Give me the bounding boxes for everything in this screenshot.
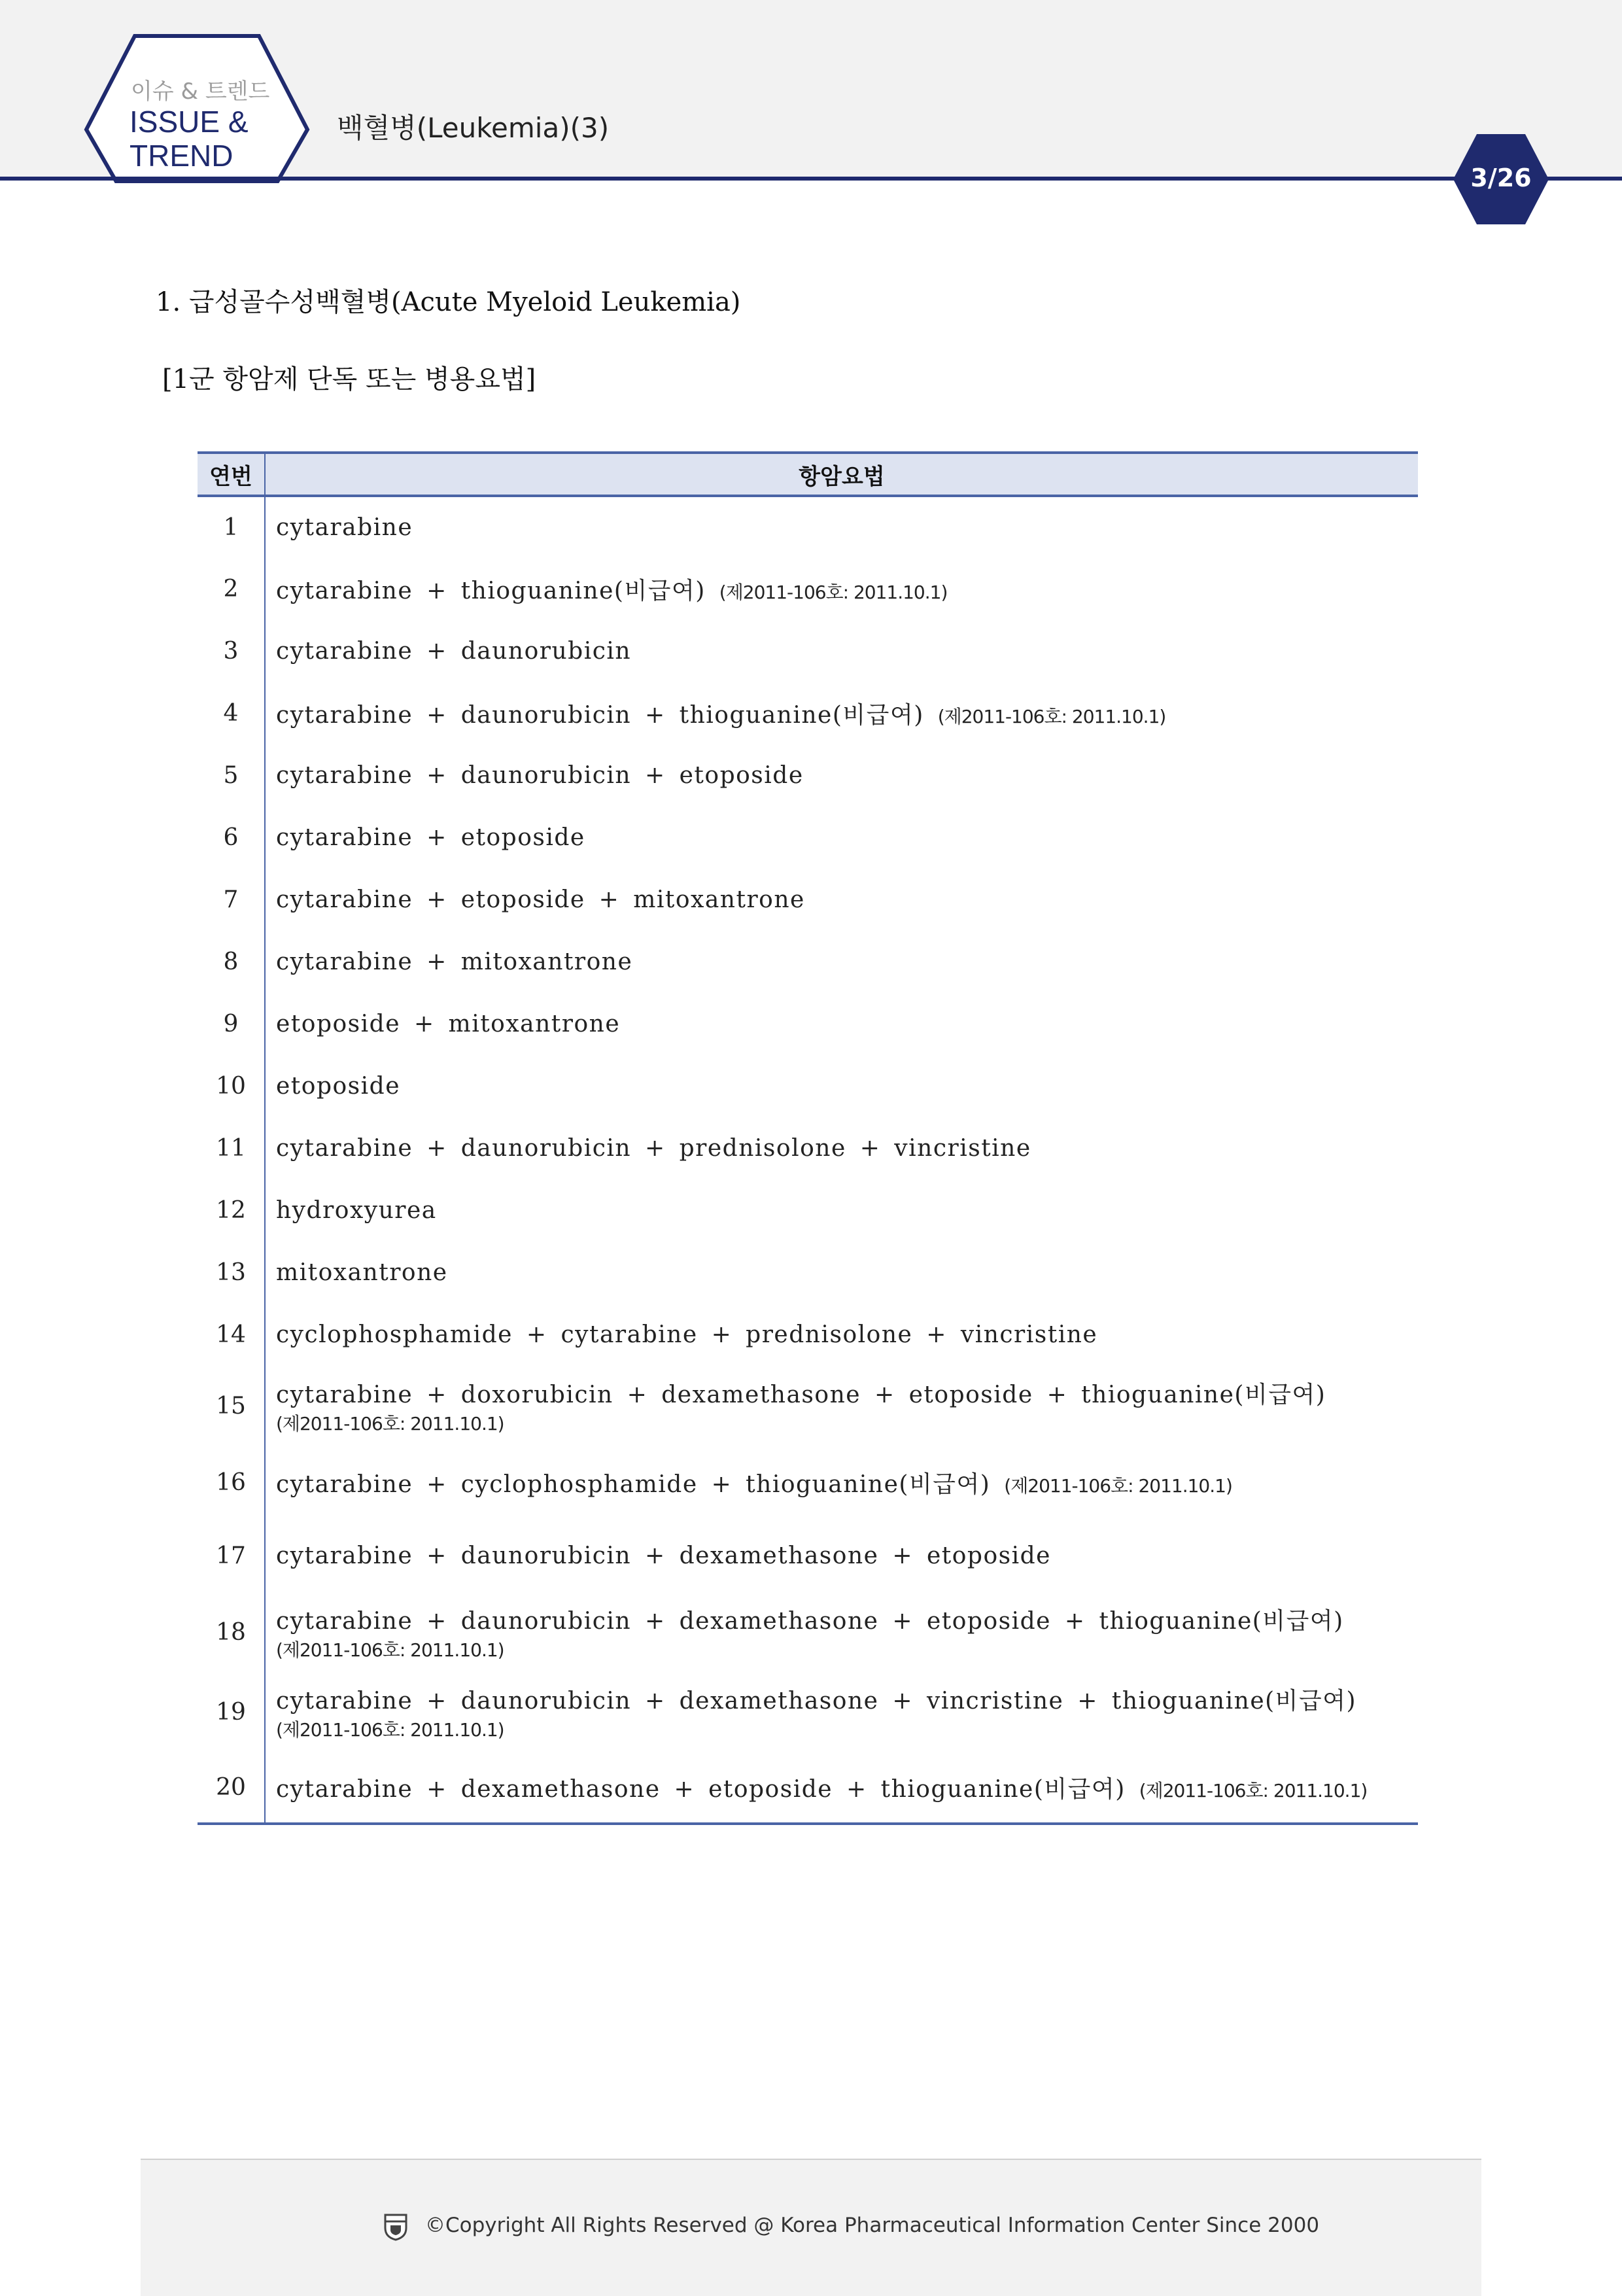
row-number: 13 bbox=[198, 1242, 265, 1304]
row-regimen bbox=[265, 1117, 1418, 1179]
row-regimen bbox=[265, 869, 1418, 931]
regimen-text: cytarabine + daunorubicin + dexamethasone + etoposide + thioguanine(비급여) bbox=[276, 1607, 1344, 1635]
page-number: 3/26 bbox=[1470, 164, 1532, 192]
logo-line-2: TREND bbox=[129, 139, 233, 173]
regimen-text: hydroxyurea bbox=[276, 1197, 437, 1224]
row-number: 16 bbox=[198, 1446, 265, 1519]
row-regimen bbox=[265, 1519, 1418, 1592]
regimen-text: cytarabine + daunorubicin + prednisolone + vincristine bbox=[276, 1135, 1031, 1162]
row-regimen bbox=[265, 620, 1418, 682]
regimen-table-body bbox=[198, 496, 1418, 1824]
row-number: 5 bbox=[198, 744, 265, 807]
table-row bbox=[198, 1179, 1418, 1242]
regimen-text: cytarabine + dexamethasone + etoposide + thioguanine(비급여) bbox=[276, 1775, 1126, 1803]
row-number: 8 bbox=[198, 931, 265, 993]
table-row bbox=[198, 931, 1418, 993]
table-row bbox=[198, 1366, 1418, 1446]
regimen-text: mitoxantrone bbox=[276, 1259, 448, 1286]
row-regimen bbox=[265, 931, 1418, 993]
header-divider bbox=[0, 177, 1622, 181]
row-number: 10 bbox=[198, 1055, 265, 1117]
table-row bbox=[198, 558, 1418, 620]
regimen-text: cytarabine + etoposide bbox=[276, 824, 585, 851]
row-regimen bbox=[265, 682, 1418, 744]
regimen-note: (제2011-106호: 2011.10.1) bbox=[276, 1412, 504, 1435]
row-number: 1 bbox=[198, 496, 265, 558]
table-row bbox=[198, 744, 1418, 807]
regimen-text: cytarabine + daunorubicin + dexamethasone + etoposide bbox=[276, 1542, 1051, 1569]
table-row bbox=[198, 496, 1418, 558]
logo-korean-label: 이슈 & 트렌드 bbox=[131, 78, 270, 105]
document-title: 백혈병(Leukemia)(3) bbox=[337, 112, 610, 144]
table-row bbox=[198, 993, 1418, 1055]
row-number: 18 bbox=[198, 1592, 265, 1672]
table-header-row bbox=[198, 453, 1418, 496]
regimen-text: cytarabine + daunorubicin + thioguanine(비급여) bbox=[276, 702, 924, 729]
row-number: 2 bbox=[198, 558, 265, 620]
section-subtitle: [1군 항암제 단독 또는 병용요법] bbox=[162, 364, 536, 394]
row-regimen bbox=[265, 1446, 1418, 1519]
regimen-text: cytarabine bbox=[276, 514, 413, 541]
regimen-text: cyclophosphamide + cytarabine + prednisolone + vincristine bbox=[276, 1321, 1098, 1348]
row-regimen bbox=[265, 496, 1418, 558]
table-row bbox=[198, 1304, 1418, 1366]
table-row bbox=[198, 620, 1418, 682]
row-number: 4 bbox=[198, 682, 265, 744]
regimen-text: cytarabine + daunorubicin bbox=[276, 638, 632, 665]
row-number: 12 bbox=[198, 1179, 265, 1242]
regimen-text: cytarabine + thioguanine(비급여) bbox=[276, 578, 706, 604]
regimen-note: (제2011-106호: 2011.10.1) bbox=[719, 582, 948, 603]
regimen-text: cytarabine + mitoxantrone bbox=[276, 948, 633, 975]
regimen-note: (제2011-106호: 2011.10.1) bbox=[276, 1639, 504, 1661]
table-row bbox=[198, 1519, 1418, 1592]
table-row bbox=[198, 1672, 1418, 1752]
row-regimen bbox=[265, 558, 1418, 620]
row-number: 9 bbox=[198, 993, 265, 1055]
table-row bbox=[198, 1242, 1418, 1304]
regimen-text: cytarabine + daunorubicin + dexamethasone + vincristine + thioguanine(비급여) bbox=[276, 1687, 1357, 1714]
row-regimen bbox=[265, 1304, 1418, 1366]
row-number: 15 bbox=[198, 1366, 265, 1446]
row-number: 7 bbox=[198, 869, 265, 931]
row-regimen bbox=[265, 1752, 1418, 1824]
row-regimen bbox=[265, 1179, 1418, 1242]
header-regimen: 항암요법 bbox=[265, 453, 1418, 496]
table-row bbox=[198, 869, 1418, 931]
row-regimen bbox=[265, 744, 1418, 807]
regimen-note: (제2011-106호: 2011.10.1) bbox=[937, 706, 1166, 727]
table-row bbox=[198, 1752, 1418, 1824]
row-number: 20 bbox=[198, 1752, 265, 1824]
row-regimen bbox=[265, 1592, 1418, 1672]
regimen-note: (제2011-106호: 2011.10.1) bbox=[1004, 1474, 1232, 1497]
table-row bbox=[198, 1055, 1418, 1117]
regimen-text: cytarabine + doxorubicin + dexamethasone + etoposide + thioguanine(비급여) bbox=[276, 1381, 1326, 1408]
row-regimen bbox=[265, 1366, 1418, 1446]
regimen-text: cytarabine + cyclophosphamide + thioguanine(비급여) bbox=[276, 1470, 991, 1498]
row-regimen bbox=[265, 807, 1418, 869]
row-number: 3 bbox=[198, 620, 265, 682]
row-regimen bbox=[265, 993, 1418, 1055]
regimen-note: (제2011-106호: 2011.10.1) bbox=[1139, 1779, 1368, 1801]
row-number: 11 bbox=[198, 1117, 265, 1179]
regimen-text: etoposide + mitoxantrone bbox=[276, 1011, 621, 1037]
table-row bbox=[198, 1117, 1418, 1179]
copyright-text: ©Copyright All Rights Reserved @ Korea Pharmaceutical Information Center Since 2000 bbox=[425, 2214, 1320, 2237]
table-row bbox=[198, 807, 1418, 869]
table-row bbox=[198, 1446, 1418, 1519]
row-number: 19 bbox=[198, 1672, 265, 1752]
logo-line-1: ISSUE & bbox=[129, 105, 249, 139]
regimen-text: cytarabine + daunorubicin + etoposide bbox=[276, 762, 804, 789]
regimen-table bbox=[198, 451, 1418, 1825]
regimen-text: cytarabine + etoposide + mitoxantrone bbox=[276, 886, 805, 913]
regimen-text: etoposide bbox=[276, 1073, 401, 1100]
row-number: 17 bbox=[198, 1519, 265, 1592]
row-regimen bbox=[265, 1242, 1418, 1304]
row-regimen bbox=[265, 1055, 1418, 1117]
table-row bbox=[198, 682, 1418, 744]
table-row bbox=[198, 1592, 1418, 1672]
regimen-note: (제2011-106호: 2011.10.1) bbox=[276, 1718, 504, 1741]
row-number: 6 bbox=[198, 807, 265, 869]
logo-text bbox=[129, 105, 249, 173]
section-title: 1. 급성골수성백혈병(Acute Myeloid Leukemia) bbox=[156, 287, 741, 317]
crest-icon bbox=[383, 2212, 409, 2241]
row-number: 14 bbox=[198, 1304, 265, 1366]
header-number: 연번 bbox=[198, 453, 265, 496]
row-regimen bbox=[265, 1672, 1418, 1752]
